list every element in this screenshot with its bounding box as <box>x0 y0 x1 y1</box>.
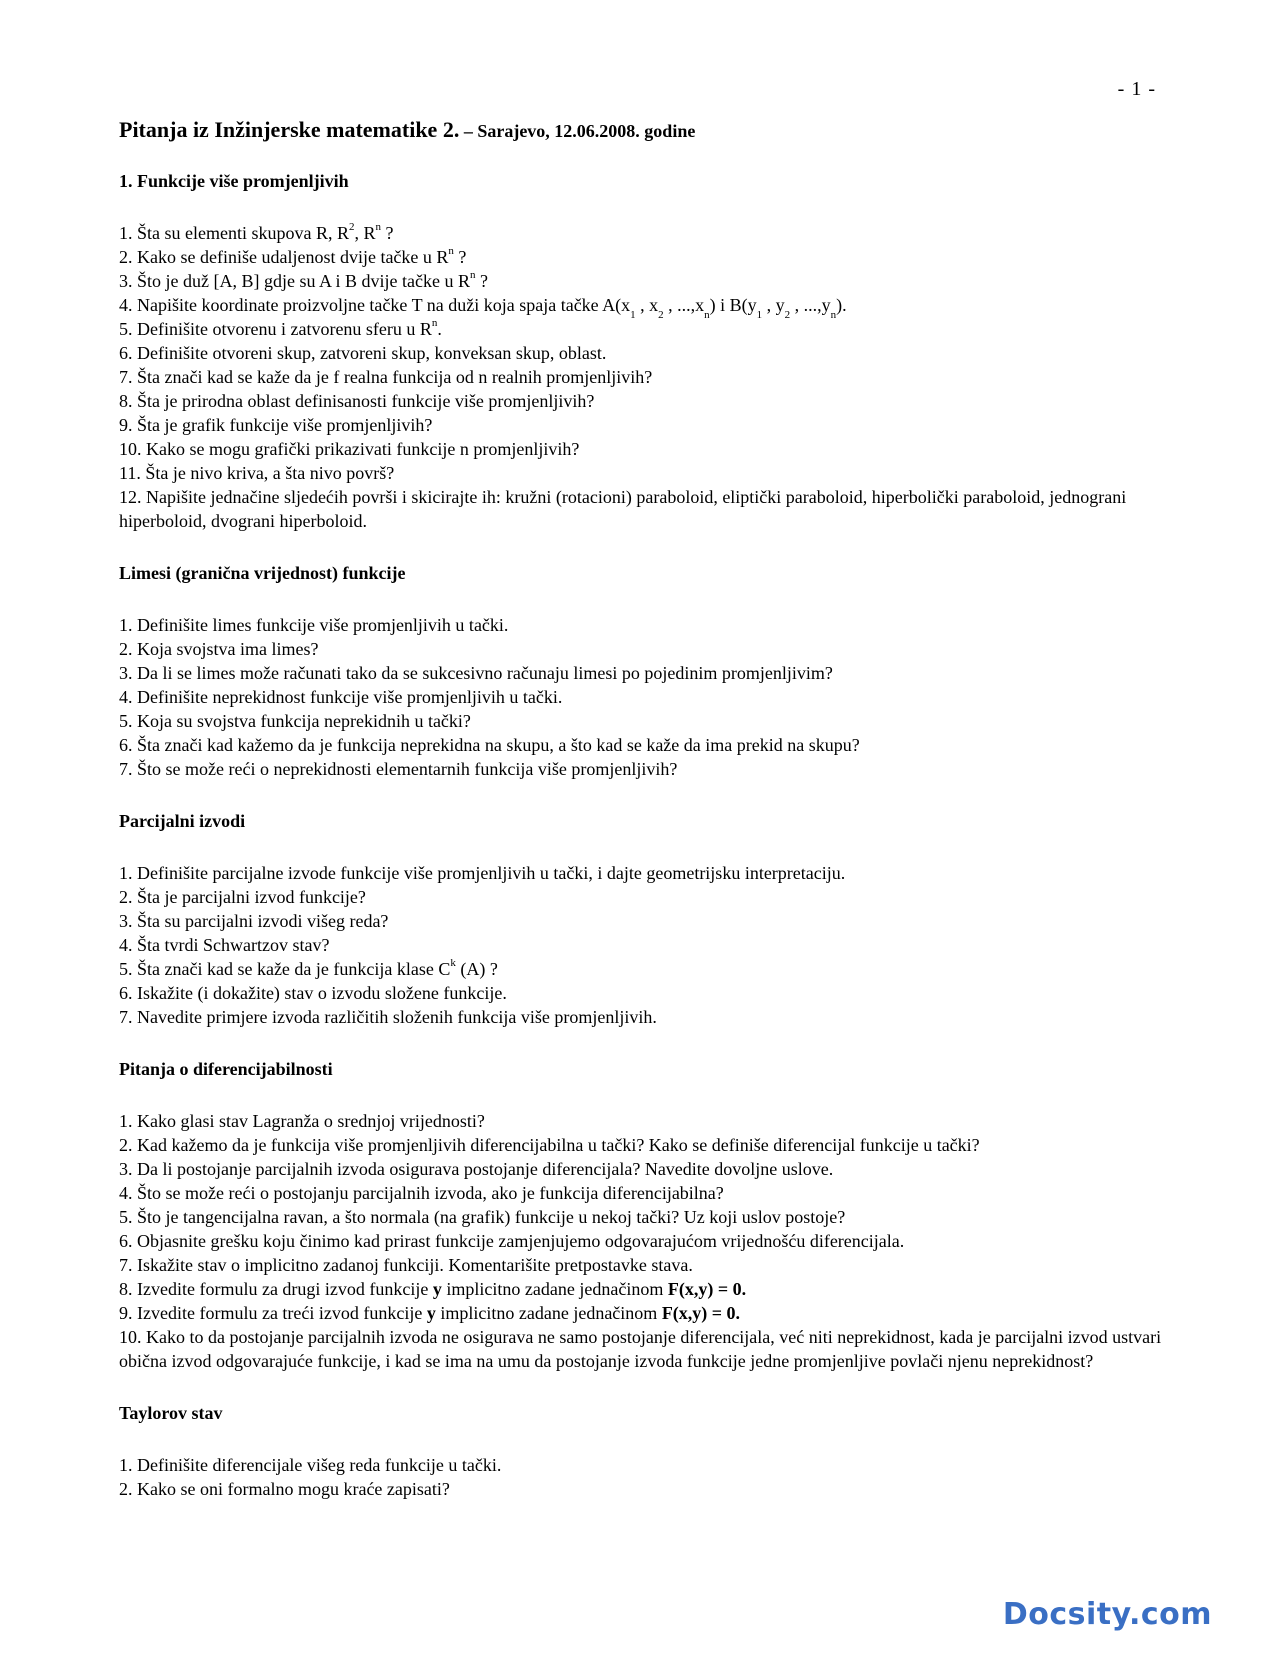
question-item: 5. Definišite otvorenu i zatvorenu sferu u $R^n$. <box>119 317 442 339</box>
question-item: 7. Šta znači kad se kaže da je f realna funkcija od n realnih promjenljivih? <box>119 367 653 387</box>
question-item: 5. Koja su svojstva funkcija neprekidnih u tački? <box>119 711 471 731</box>
question-section <box>119 561 1169 781</box>
question-section <box>119 809 1169 1029</box>
question-item: 1. Šta su elementi skupova R, $R^2$, $R^n$ ? <box>119 221 394 243</box>
question-section <box>119 1057 1169 1373</box>
question-item: 6. Definišite otvoreni skup, zatvoreni skup, konveksan skup, oblast. <box>119 343 607 363</box>
question-item: 8. Izvedite formulu za drugi izvod funkcije y implicitno zadane jednačinom F(x,y) = 0. <box>119 1279 747 1299</box>
question-item: 9. Izvedite formulu za treći izvod funkcije y implicitno zadane jednačinom F(x,y) = 0. <box>119 1303 741 1323</box>
document-body <box>119 118 1169 1529</box>
question-item: 1. Definišite diferencijale višeg reda funkcije u tački. <box>119 1455 502 1475</box>
title-sub: – Sarajevo, 12.06.2008. godine <box>459 121 696 141</box>
question-item: 3. Da li se limes može računati tako da se sukcesivno računaju limesi po pojedinim promjenljivim? <box>119 663 833 683</box>
question-item: 1. Kako glasi stav Lagranža o srednjoj vrijednosti? <box>119 1111 485 1131</box>
question-item: 8. Šta je prirodna oblast definisanosti funkcije više promjenljivih? <box>119 391 595 411</box>
question-section <box>119 1401 1169 1501</box>
section-heading: 1. Funkcije više promjenljivih <box>119 171 349 191</box>
question-item: 2. Kako se definiše udaljenost dvije tačke u $R^n$ ? <box>119 245 467 267</box>
question-item: 3. Da li postojanje parcijalnih izvoda osigurava postojanje diferencijala? Navedite dovoljne uslove. <box>119 1159 834 1179</box>
sections-container <box>119 169 1169 1501</box>
docsity-watermark: Docsity.com <box>1002 1597 1212 1632</box>
question-item: 2. Šta je parcijalni izvod funkcije? <box>119 887 366 907</box>
document-title <box>119 118 1169 143</box>
section-heading: Pitanja o diferencijabilnosti <box>119 1059 333 1079</box>
question-item: 6. Iskažite (i dokažite) stav o izvodu složene funkcije. <box>119 983 507 1003</box>
question-item: 4. Napišite koordinate proizvoljne tačke T na duži koja spaja tačke $A(x_1$ , $x_2$ , $...,x_n$) i $B(y_1$ , $y_2$ , $...,y_n$). <box>119 295 847 321</box>
section-heading: Limesi (granična vrijednost) funkcije <box>119 563 406 583</box>
question-item: 2. Kako se oni formalno mogu kraće zapisati? <box>119 1479 450 1499</box>
question-item: 1. Definišite limes funkcije više promjenljivih u tački. <box>119 615 509 635</box>
page-number: - 1 - <box>1117 78 1156 100</box>
section-heading: Parcijalni izvodi <box>119 811 246 831</box>
question-section <box>119 169 1169 533</box>
question-item: 5. Šta znači kad se kaže da je funkcija klase $C^k$ (A) ? <box>119 957 498 979</box>
question-item: 3. Što je duž [A, B] gdje su A i B dvije tačke u $R^n$ ? <box>119 269 488 291</box>
question-item: 6. Objasnite grešku koju činimo kad prirast funkcije zamjenjujemo odgovarajućom vrijednošću diferencijala. <box>119 1231 905 1251</box>
question-item: 2. Kad kažemo da je funkcija više promjenljivih diferencijabilna u tački? Kako se definiše diferencijal funkcije u tački? <box>119 1135 980 1155</box>
question-item: 5. Što je tangencijalna ravan, a što normala (na grafik) funkcije u nekoj tački? Uz koji uslov postoje? <box>119 1207 846 1227</box>
question-item: 4. Šta tvrdi Schwartzov stav? <box>119 935 330 955</box>
question-item: 1. Definišite parcijalne izvode funkcije više promjenljivih u tački, i dajte geometrijsku interpretaciju. <box>119 863 846 883</box>
question-item: 10. Kako se mogu grafički prikazivati funkcije n promjenljivih? <box>119 439 580 459</box>
question-item: 11. Šta je nivo kriva, a šta nivo površ? <box>119 463 395 483</box>
question-item: 7. Iskažite stav o implicitno zadanoj funkciji. Komentarišite pretpostavke stava. <box>119 1255 693 1275</box>
question-item: 3. Šta su parcijalni izvodi višeg reda? <box>119 911 389 931</box>
question-item: 4. Što se može reći o postojanju parcijalnih izvoda, ako je funkcija diferencijabilna? <box>119 1183 724 1203</box>
question-item: 2. Koja svojstva ima limes? <box>119 639 319 659</box>
question-item: 4. Definišite neprekidnost funkcije više promjenljivih u tački. <box>119 687 563 707</box>
question-item: 10. Kako to da postojanje parcijalnih izvoda ne osigurava ne samo postojanje diferencijala, već niti neprekidnost, kada je parcijalni izvod ustvari obična izvod odgovarajuće funkcije, i kad se ima na umu da postojanje izvoda funkcije jedne promjenljive povlači njenu neprekidnost? <box>119 1327 1162 1371</box>
question-item: 9. Šta je grafik funkcije više promjenljivih? <box>119 415 433 435</box>
question-item: 6. Šta znači kad kažemo da je funkcija neprekidna na skupu, a što kad se kaže da ima prekid na skupu? <box>119 735 860 755</box>
section-heading: Taylorov stav <box>119 1403 223 1423</box>
question-item: 7. Navedite primjere izvoda različitih složenih funkcija više promjenljivih. <box>119 1007 657 1027</box>
question-item: 7. Što se može reći o neprekidnosti elementarnih funkcija više promjenljivih? <box>119 759 678 779</box>
title-main: Pitanja iz Inžinjerske matematike 2. <box>119 117 460 142</box>
question-item: 12. Napišite jednačine sljedećih površi i skicirajte ih: kružni (rotacioni) paraboloid, eliptički paraboloid, hiperbolički paraboloid, jednograni hiperboloid, dvograni hiperboloid. <box>119 487 1127 531</box>
